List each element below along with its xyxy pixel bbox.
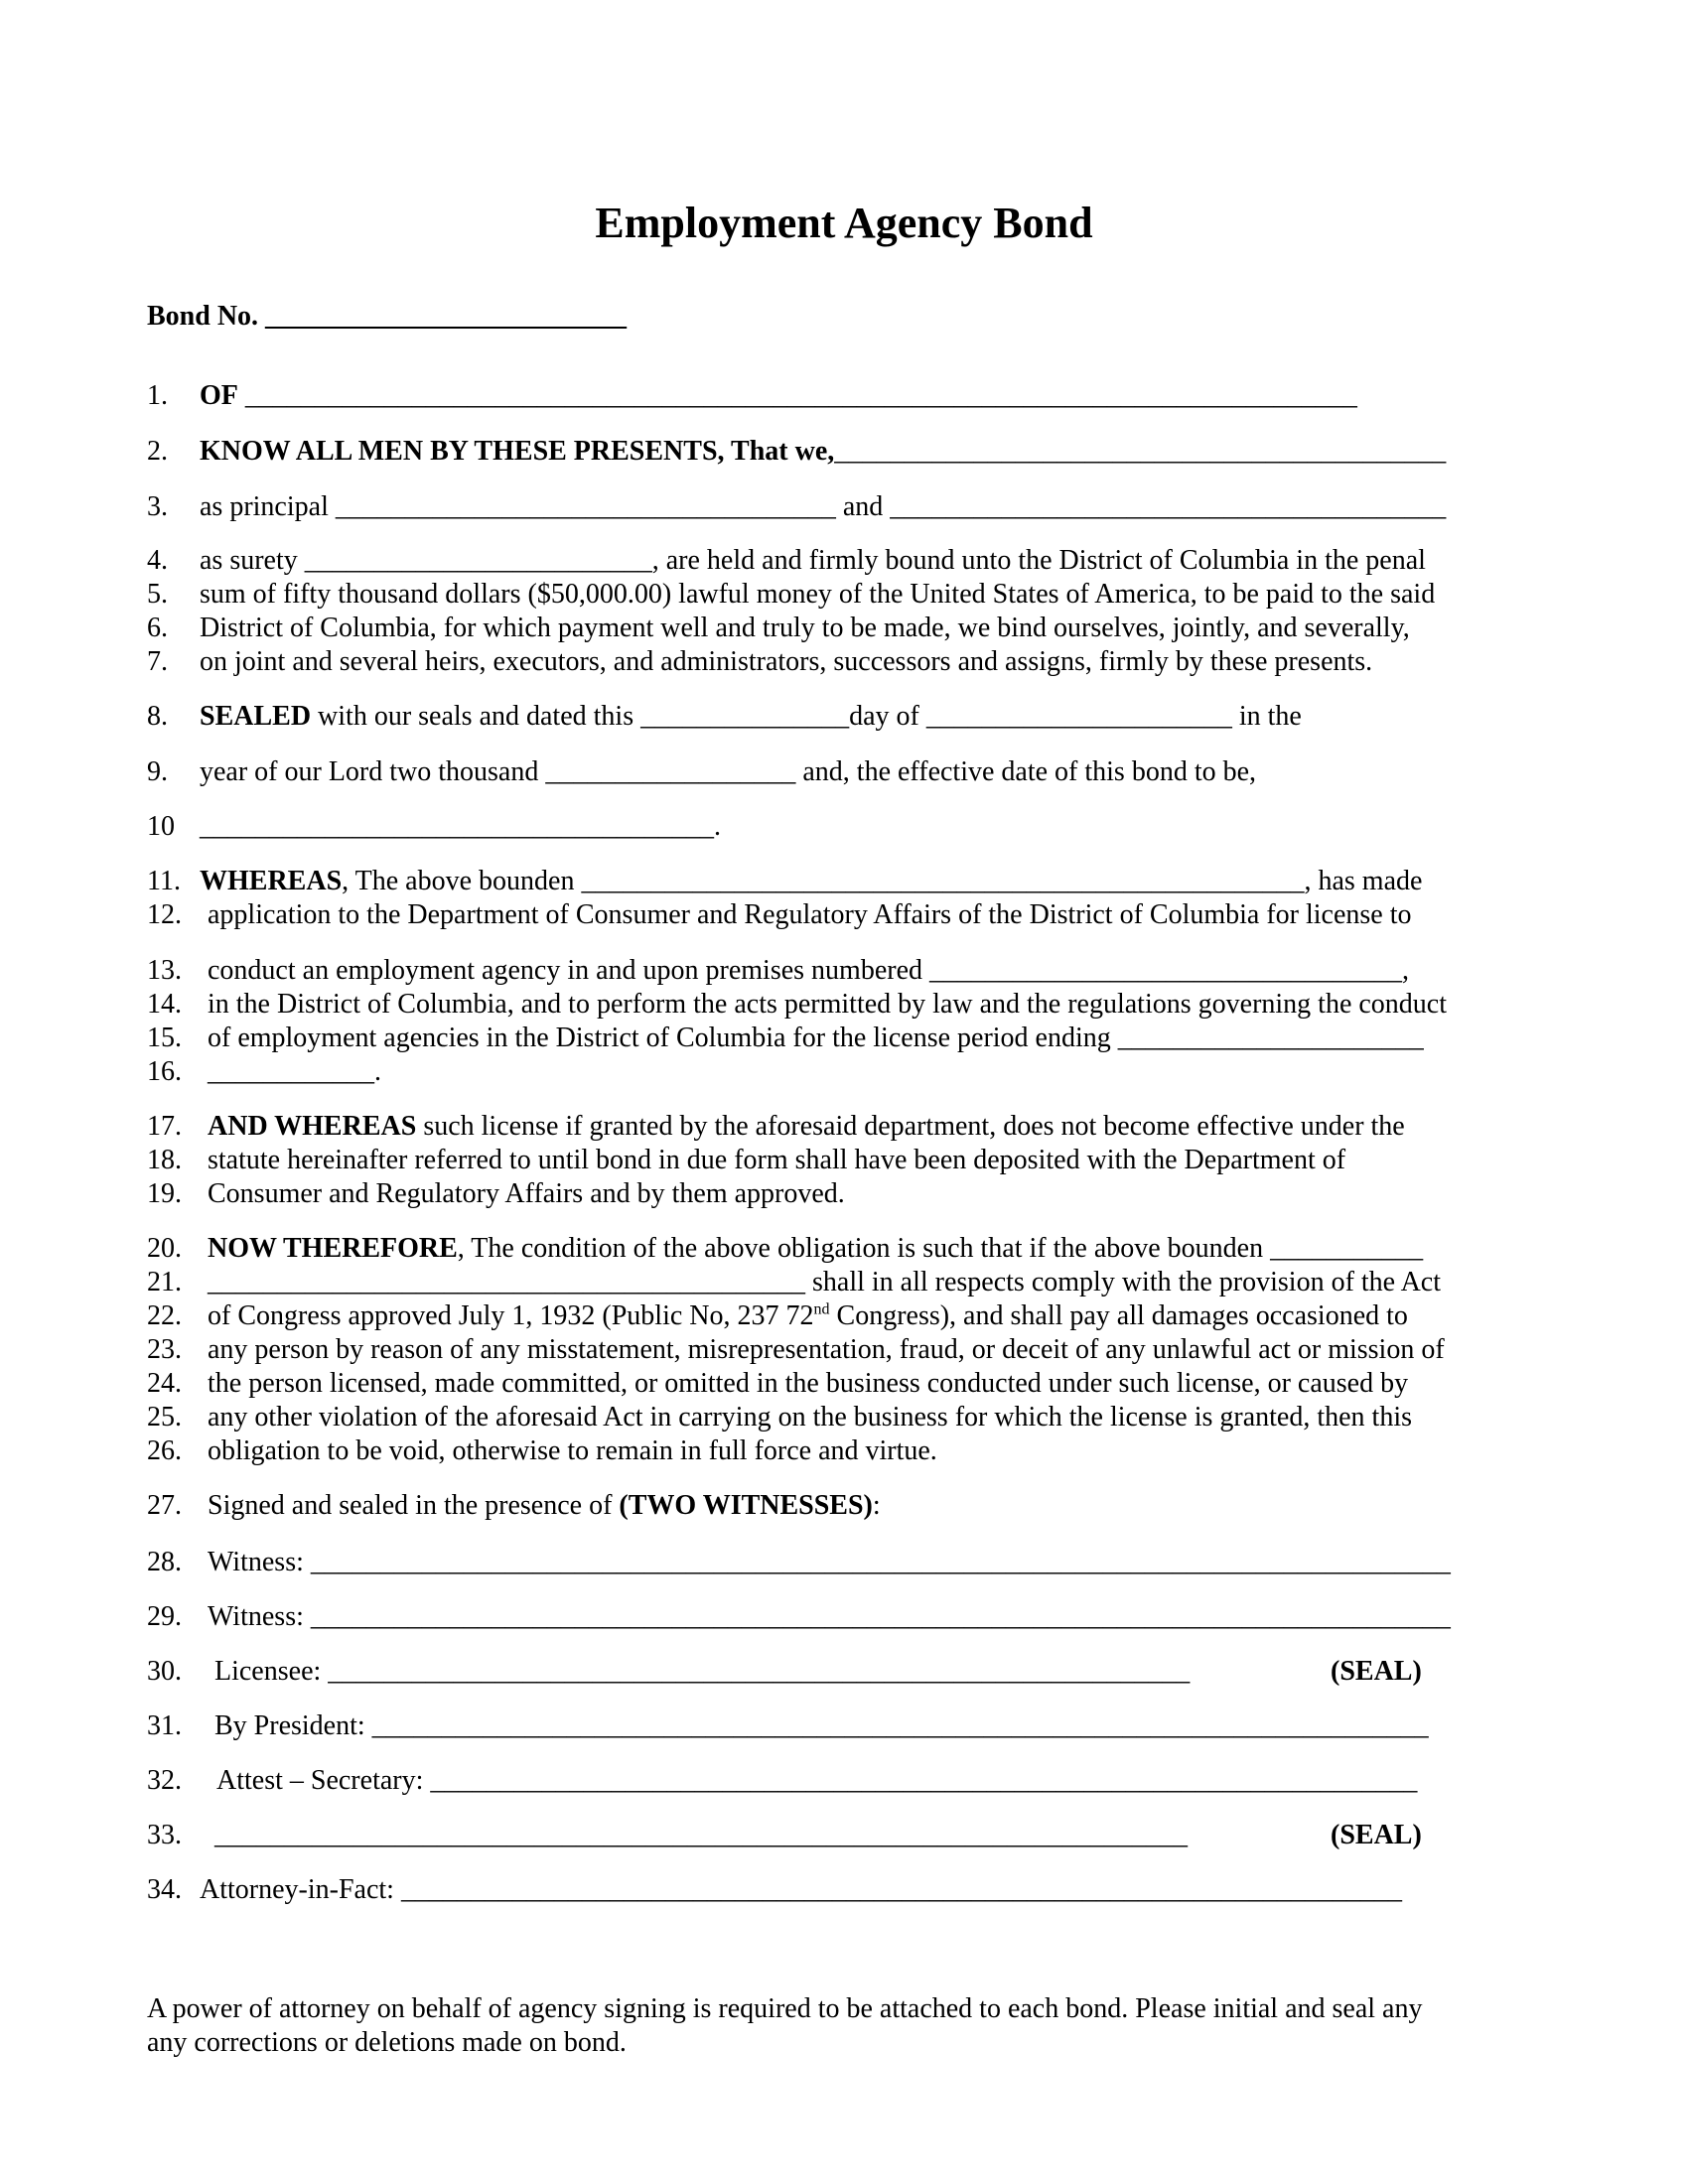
- bond-line-20: [147, 1232, 1557, 1266]
- line-text: District of Columbia, for which payment well and truly to be made, we bind ourselves, jointly, and severally,: [200, 613, 1410, 643]
- bond-line-14: [147, 988, 1557, 1022]
- line-text[interactable]: year of our Lord two thousand __________________ and, the effective date of this bond to be,: [200, 756, 1257, 787]
- bond-line-9: [147, 755, 1557, 789]
- bond-line-18: [147, 1144, 1557, 1177]
- line-number: 28.: [147, 1547, 182, 1577]
- line-text[interactable]: of employment agencies in the District of Columbia for the license period ending ______________________: [208, 1023, 1424, 1053]
- line-number: 22.: [147, 1300, 182, 1331]
- line-text[interactable]: SEALED with our seals and dated this _______________day of ______________________ in the: [200, 701, 1302, 732]
- bond-line-30: [147, 1655, 1557, 1689]
- line-text: AND WHEREAS such license if granted by the aforesaid department, does not become effective under the: [208, 1111, 1405, 1142]
- line-number: 18.: [147, 1145, 182, 1175]
- bond-line-25: [147, 1401, 1557, 1434]
- bond-line-29: [147, 1600, 1557, 1634]
- line-text: any other violation of the aforesaid Act in carrying on the business for which the license is granted, then this: [208, 1402, 1413, 1433]
- line-number: 7.: [147, 646, 168, 677]
- line-text[interactable]: _____________________________________.: [200, 811, 721, 842]
- line-number: 32.: [147, 1765, 182, 1796]
- line-number: 11.: [147, 866, 181, 896]
- bond-line-8: [147, 700, 1557, 734]
- bond-number-field[interactable]: Bond No. __________________________: [147, 301, 628, 332]
- line-text: application to the Department of Consumer and Regulatory Affairs of the District of Columbia for license to: [208, 899, 1412, 930]
- line-number: 21.: [147, 1267, 182, 1297]
- line-number: 19.: [147, 1178, 182, 1209]
- line-text[interactable]: conduct an employment agency in and upon premises numbered __________________________________,: [208, 955, 1410, 986]
- bond-line-15: [147, 1022, 1557, 1055]
- bond-line-2: [147, 435, 1557, 469]
- line-number: 24.: [147, 1368, 182, 1399]
- line-number: 20.: [147, 1233, 182, 1264]
- bond-line-23: [147, 1333, 1557, 1367]
- line-text[interactable]: as surety _________________________, are held and firmly bound unto the District of Columbia in the penal: [200, 545, 1426, 576]
- bond-line-19: [147, 1177, 1557, 1211]
- line-text[interactable]: NOW THEREFORE, The condition of the above obligation is such that if the above bounden ___________: [208, 1233, 1424, 1264]
- seal-label: (SEAL): [1331, 1656, 1422, 1687]
- bond-line-10: [147, 810, 1557, 844]
- line-text: sum of fifty thousand dollars ($50,000.00) lawful money of the United States of America, to be paid to the said: [200, 579, 1436, 610]
- bond-line-32: [147, 1764, 1557, 1798]
- footer-note: A power of attorney on behalf of agency signing is required to be attached to each bond. Please initial and seal any any corrections or deletions made on bond.: [147, 1993, 1423, 2058]
- line-number: 17.: [147, 1111, 182, 1142]
- line-text[interactable]: Licensee: ______________________________________________________________: [214, 1656, 1191, 1687]
- line-number: 5.: [147, 579, 168, 610]
- line-number: 34.: [147, 1874, 182, 1905]
- line-number: 8.: [147, 701, 168, 732]
- line-text: in the District of Columbia, and to perform the acts permitted by law and the regulations governing the conduct: [208, 989, 1448, 1020]
- bond-line-7: [147, 645, 1557, 679]
- seal-label: (SEAL): [1331, 1820, 1422, 1850]
- bond-line-21: [147, 1266, 1557, 1299]
- bond-line-12: [147, 898, 1557, 932]
- bond-line-31: [147, 1709, 1557, 1743]
- line-text: Signed and sealed in the presence of (TWO WITNESSES):: [208, 1490, 881, 1521]
- line-text: any person by reason of any misstatement, misrepresentation, fraud, or deceit of any unlawful act or mission of: [208, 1334, 1445, 1365]
- bond-line-4: [147, 544, 1557, 578]
- line-text: statute hereinafter referred to until bond in due form shall have been deposited with the Department of: [208, 1145, 1346, 1175]
- line-text[interactable]: WHEREAS, The above bounden ____________________________________________________, has made: [200, 866, 1423, 896]
- line-text: obligation to be void, otherwise to remain in full force and virtue.: [208, 1435, 937, 1466]
- bond-line-22: [147, 1299, 1557, 1333]
- line-number: 2.: [147, 436, 168, 467]
- line-number: 25.: [147, 1402, 182, 1433]
- line-text[interactable]: as principal ____________________________________ and ________________________________________: [200, 491, 1447, 522]
- line-text: of Congress approved July 1, 1932 (Public No, 237 72nd Congress), and shall pay all damages occasioned to: [208, 1300, 1408, 1331]
- line-number: 30.: [147, 1656, 182, 1687]
- bond-line-26: [147, 1434, 1557, 1468]
- line-number: 23.: [147, 1334, 182, 1365]
- bond-line-11: [147, 865, 1557, 898]
- line-text[interactable]: OF ________________________________________________________________________________: [200, 380, 1357, 411]
- bond-line-27: [147, 1489, 1557, 1523]
- line-text[interactable]: ______________________________________________________________________: [214, 1820, 1188, 1850]
- line-number: 33.: [147, 1820, 182, 1850]
- line-number: 14.: [147, 989, 182, 1020]
- line-text[interactable]: KNOW ALL MEN BY THESE PRESENTS, That we,____________________________________________: [200, 436, 1447, 467]
- bond-line-1: [147, 379, 1557, 413]
- line-number: 13.: [147, 955, 182, 986]
- line-text[interactable]: Witness: __________________________________________________________________________________: [208, 1601, 1451, 1632]
- bond-line-17: [147, 1110, 1557, 1144]
- bond-line-34: [147, 1873, 1557, 1907]
- bond-line-16: [147, 1055, 1557, 1089]
- line-number: 1.: [147, 380, 168, 411]
- document-title: Employment Agency Bond: [595, 199, 1093, 247]
- bond-line-24: [147, 1367, 1557, 1401]
- line-number: 9.: [147, 756, 168, 787]
- line-text[interactable]: Witness: __________________________________________________________________________________: [208, 1547, 1451, 1577]
- line-number: 26.: [147, 1435, 182, 1466]
- line-number: 4.: [147, 545, 168, 576]
- line-number: 12.: [147, 899, 182, 930]
- bond-line-6: [147, 612, 1557, 645]
- bond-line-5: [147, 578, 1557, 612]
- line-text[interactable]: ____________.: [208, 1056, 381, 1087]
- line-text: on joint and several heirs, executors, and administrators, successors and assigns, firmly by these presents.: [200, 646, 1373, 677]
- bond-line-33: [147, 1819, 1557, 1852]
- bond-line-28: [147, 1546, 1557, 1579]
- line-number: 3.: [147, 491, 168, 522]
- line-text[interactable]: Attorney-in-Fact: ________________________________________________________________________: [200, 1874, 1402, 1905]
- line-number: 6.: [147, 613, 168, 643]
- line-number: 15.: [147, 1023, 182, 1053]
- line-number: 29.: [147, 1601, 182, 1632]
- line-text[interactable]: Attest – Secretary: _______________________________________________________________________: [216, 1765, 1418, 1796]
- line-number: 27.: [147, 1490, 182, 1521]
- line-number: 16.: [147, 1056, 182, 1087]
- line-number: 10: [147, 811, 175, 842]
- line-text: the person licensed, made committed, or omitted in the business conducted under such license, or caused by: [208, 1368, 1409, 1399]
- line-text[interactable]: ___________________________________________ shall in all respects comply with the provision of the Act: [208, 1267, 1441, 1297]
- bond-line-3: [147, 490, 1557, 524]
- line-number: 31.: [147, 1710, 182, 1741]
- bond-line-13: [147, 954, 1557, 988]
- line-text[interactable]: By President: ____________________________________________________________________________: [214, 1710, 1429, 1741]
- line-text: Consumer and Regulatory Affairs and by them approved.: [208, 1178, 845, 1209]
